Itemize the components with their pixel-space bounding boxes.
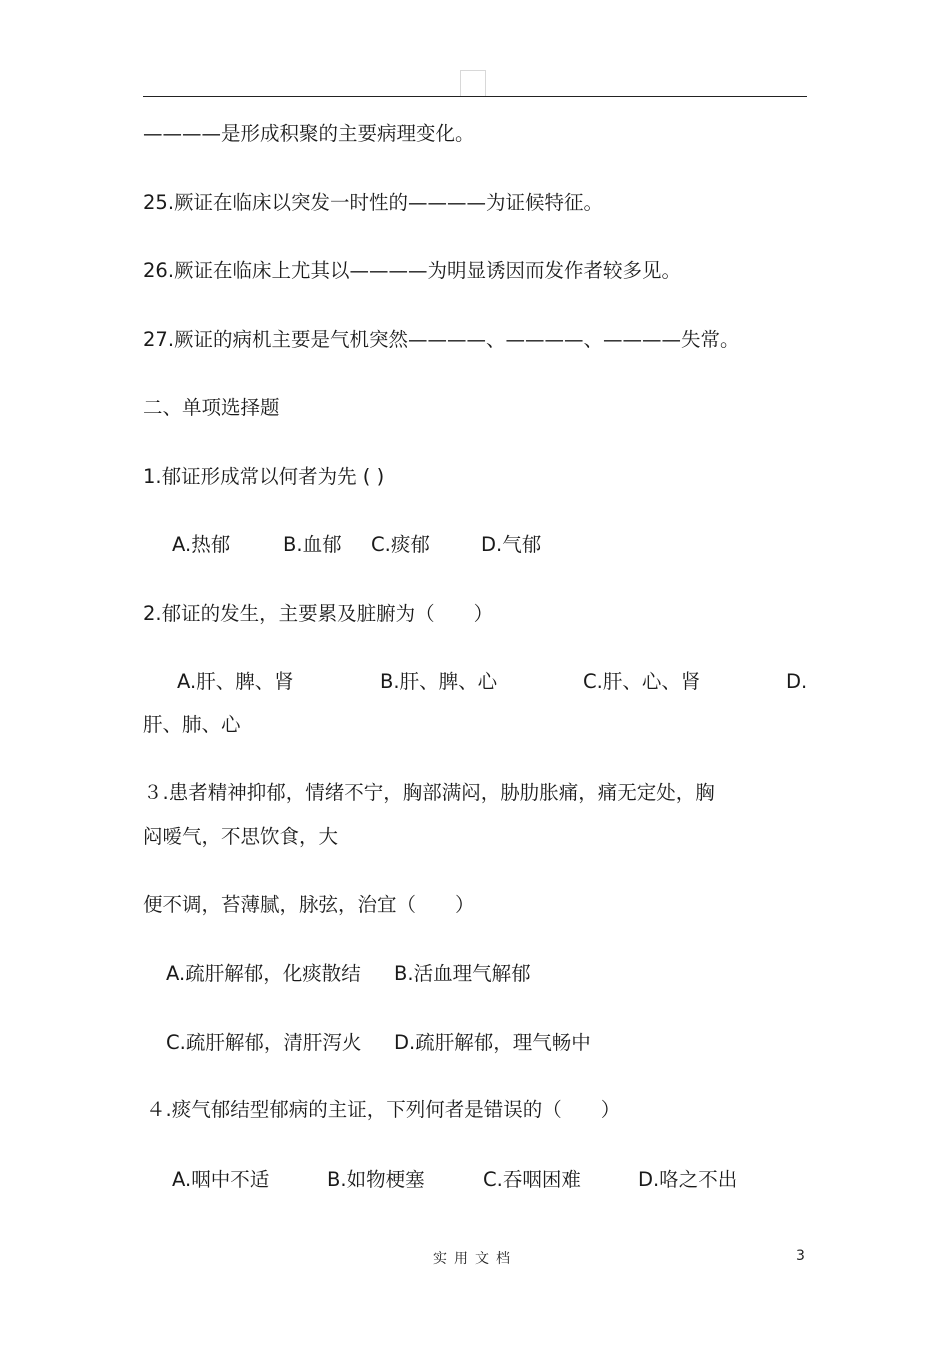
option-d-text: 肝、肺、心 bbox=[143, 713, 241, 736]
header-mark bbox=[460, 70, 486, 96]
question-stem: ３.患者精神抑郁，情绪不宁，胸部满闷，胁肋胀痛，痛无定处，胸 bbox=[143, 781, 715, 804]
option-b: B.活血理气解郁 bbox=[394, 962, 531, 985]
option-c: C.吞咽困难 bbox=[483, 1168, 581, 1191]
option-b: B.肝、脾、心 bbox=[380, 670, 498, 693]
footer-label: 实用文档 bbox=[433, 1251, 517, 1267]
question-stem: 2.郁证的发生，主要累及脏腑为（ ） bbox=[143, 602, 494, 625]
option-d: D.疏肝解郁，理气畅中 bbox=[394, 1031, 591, 1054]
question-stem: 1.郁证形成常以何者为先 ( ) bbox=[143, 465, 385, 488]
section-heading: 二、单项选择题 bbox=[143, 396, 280, 419]
question-26: 26.厥证在临床上尤其以————为明显诱因而发作者较多见。 bbox=[143, 259, 682, 282]
question-25: 25.厥证在临床以突发一时性的————为证候特征。 bbox=[143, 191, 604, 214]
question-stem-cont: 便不调，苔薄腻，脉弦，治宜（ ） bbox=[143, 893, 475, 916]
question-27: 27.厥证的病机主要是气机突然————、————、————失常。 bbox=[143, 328, 740, 351]
option-a: A.疏肝解郁，化痰散结 bbox=[166, 962, 361, 985]
question-stem: ４.痰气郁结型郁病的主证，下列何者是错误的（ ） bbox=[146, 1098, 621, 1121]
option-a: A.热郁 bbox=[172, 533, 231, 556]
option-d: D. bbox=[786, 670, 808, 693]
option-a: A.肝、脾、肾 bbox=[177, 670, 294, 693]
option-a: A.咽中不适 bbox=[172, 1168, 270, 1191]
option-d: D.咯之不出 bbox=[638, 1168, 738, 1191]
option-d: D.气郁 bbox=[481, 533, 542, 556]
option-c: C.肝、心、肾 bbox=[583, 670, 701, 693]
header-rule bbox=[143, 96, 807, 97]
text-line: ————是形成积聚的主要病理变化。 bbox=[143, 122, 475, 145]
page-number: 3 bbox=[796, 1248, 805, 1264]
option-c: C.疏肝解郁，清肝泻火 bbox=[166, 1031, 362, 1054]
question-stem-cont: 闷嗳气，不思饮食，大 bbox=[143, 825, 339, 848]
option-c: C.痰郁 bbox=[371, 533, 430, 556]
option-b: B.血郁 bbox=[283, 533, 342, 556]
option-b: B.如物梗塞 bbox=[327, 1168, 425, 1191]
